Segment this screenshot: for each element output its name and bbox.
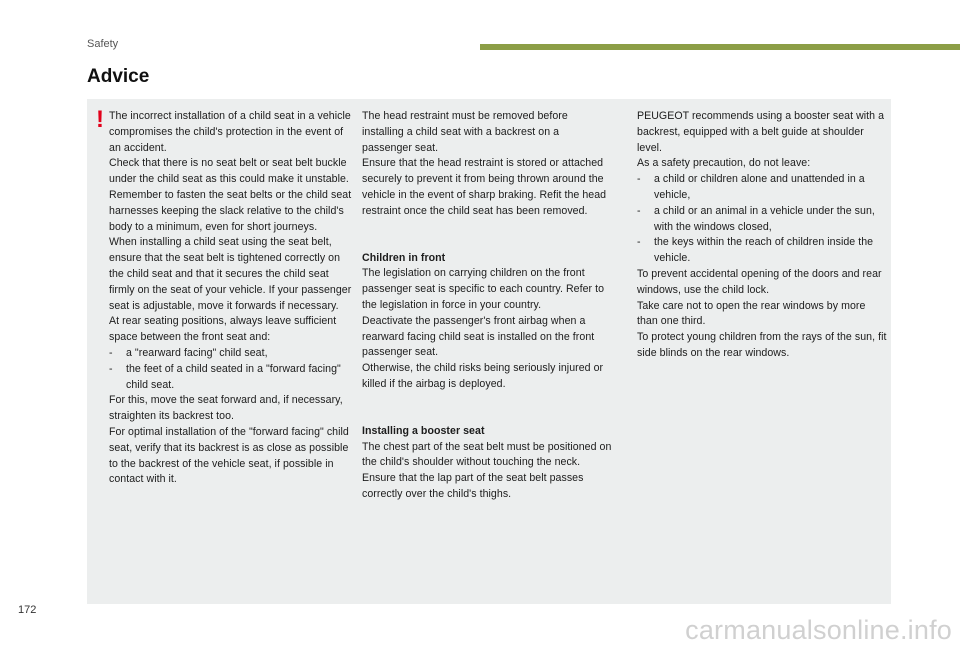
paragraph: Remember to fasten the seat belts or the child seat harnesses keeping the slack relative to the child's body to a minimum, even for short journeys.: [109, 188, 352, 233]
spacer: [362, 220, 612, 251]
paragraph: For this, move the seat forward and, if necessary, straighten its backrest too.: [109, 394, 343, 423]
spacing-list: [109, 346, 353, 393]
paragraph: To protect young children from the rays of the sun, fit side blinds on the rear windows.: [637, 331, 887, 359]
list-item: - a "rearward facing" child seat,: [109, 346, 353, 362]
paragraph: The chest part of the seat belt must be positioned on the child's shoulder without touching the neck.: [362, 440, 612, 469]
paragraph: Otherwise, the child risks being seriously injured or killed if the airbag is deployed.: [362, 362, 604, 390]
paragraph: The incorrect installation of a child seat in a vehicle compromises the child's protection in the event of an accident.: [109, 110, 351, 154]
subheading-children-in-front: Children in front: [362, 251, 446, 264]
column-safety-precautions: [637, 109, 889, 362]
section-accent-bar: [480, 44, 960, 50]
spacer: [362, 393, 612, 424]
list-item: - a child or children alone and unattended in a vehicle,: [637, 172, 889, 204]
paragraph: Take care not to open the rear windows by more than one third.: [637, 299, 866, 328]
paragraph: Ensure that the head restraint is stored or attached securely to prevent it from being thrown around the vehicle in the event of sharp braking. Refit the head restraint once the child seat has been removed.: [362, 157, 607, 217]
subheading-booster-seat: Installing a booster seat: [362, 424, 485, 437]
paragraph: When installing a child seat using the seat belt, ensure that the seat belt is tightened correctly on the child seat and that it secures the child seat firmly on the seat of your vehicle. If your passenger seat is adjustable, move it forwards if necessary.: [109, 236, 352, 312]
watermark: carmanualsonline.info: [685, 615, 952, 645]
precaution-list: [637, 172, 889, 267]
page-title: Advice: [87, 66, 150, 87]
column-child-seat-installation: [109, 109, 353, 488]
section-label: Safety: [87, 38, 119, 50]
list-item: - a child or an animal in a vehicle under the sun, with the windows closed,: [637, 204, 889, 236]
paragraph: The legislation on carrying children on the front passenger seat is specific to each country. Refer to the legislation in force in your country.: [362, 267, 605, 311]
list-item: - the feet of a child seated in a "forward facing" child seat.: [109, 362, 353, 394]
paragraph: Deactivate the passenger's front airbag when a rearward facing child seat is installed on the front passenger seat.: [362, 314, 595, 359]
paragraph: Ensure that the lap part of the seat belt passes correctly over the child's thighs.: [362, 472, 584, 500]
paragraph: For optimal installation of the "forward facing" child seat, verify that its backrest is as close as possible to the backrest of the vehicle seat, if possible in contact with it.: [109, 425, 349, 486]
warning-exclamation-icon: !: [96, 106, 104, 133]
paragraph: As a safety precaution, do not leave:: [637, 157, 811, 170]
list-item: - the keys within the reach of children inside the vehicle.: [637, 235, 889, 267]
column-head-restraint-and-front-seat: [362, 109, 612, 503]
paragraph: To prevent accidental opening of the doors and rear windows, use the child lock.: [637, 267, 882, 296]
paragraph: PEUGEOT recommends using a booster seat with a backrest, equipped with a belt guide at shoulder level.: [637, 110, 885, 154]
paragraph: The head restraint must be removed before installing a child seat with a backrest on a passenger seat.: [362, 110, 568, 154]
page-number: 172: [18, 604, 37, 616]
paragraph: At rear seating positions, always leave sufficient space between the front seat and:: [109, 315, 337, 344]
paragraph: Check that there is no seat belt or seat belt buckle under the child seat as this could make it unstable.: [109, 157, 349, 186]
